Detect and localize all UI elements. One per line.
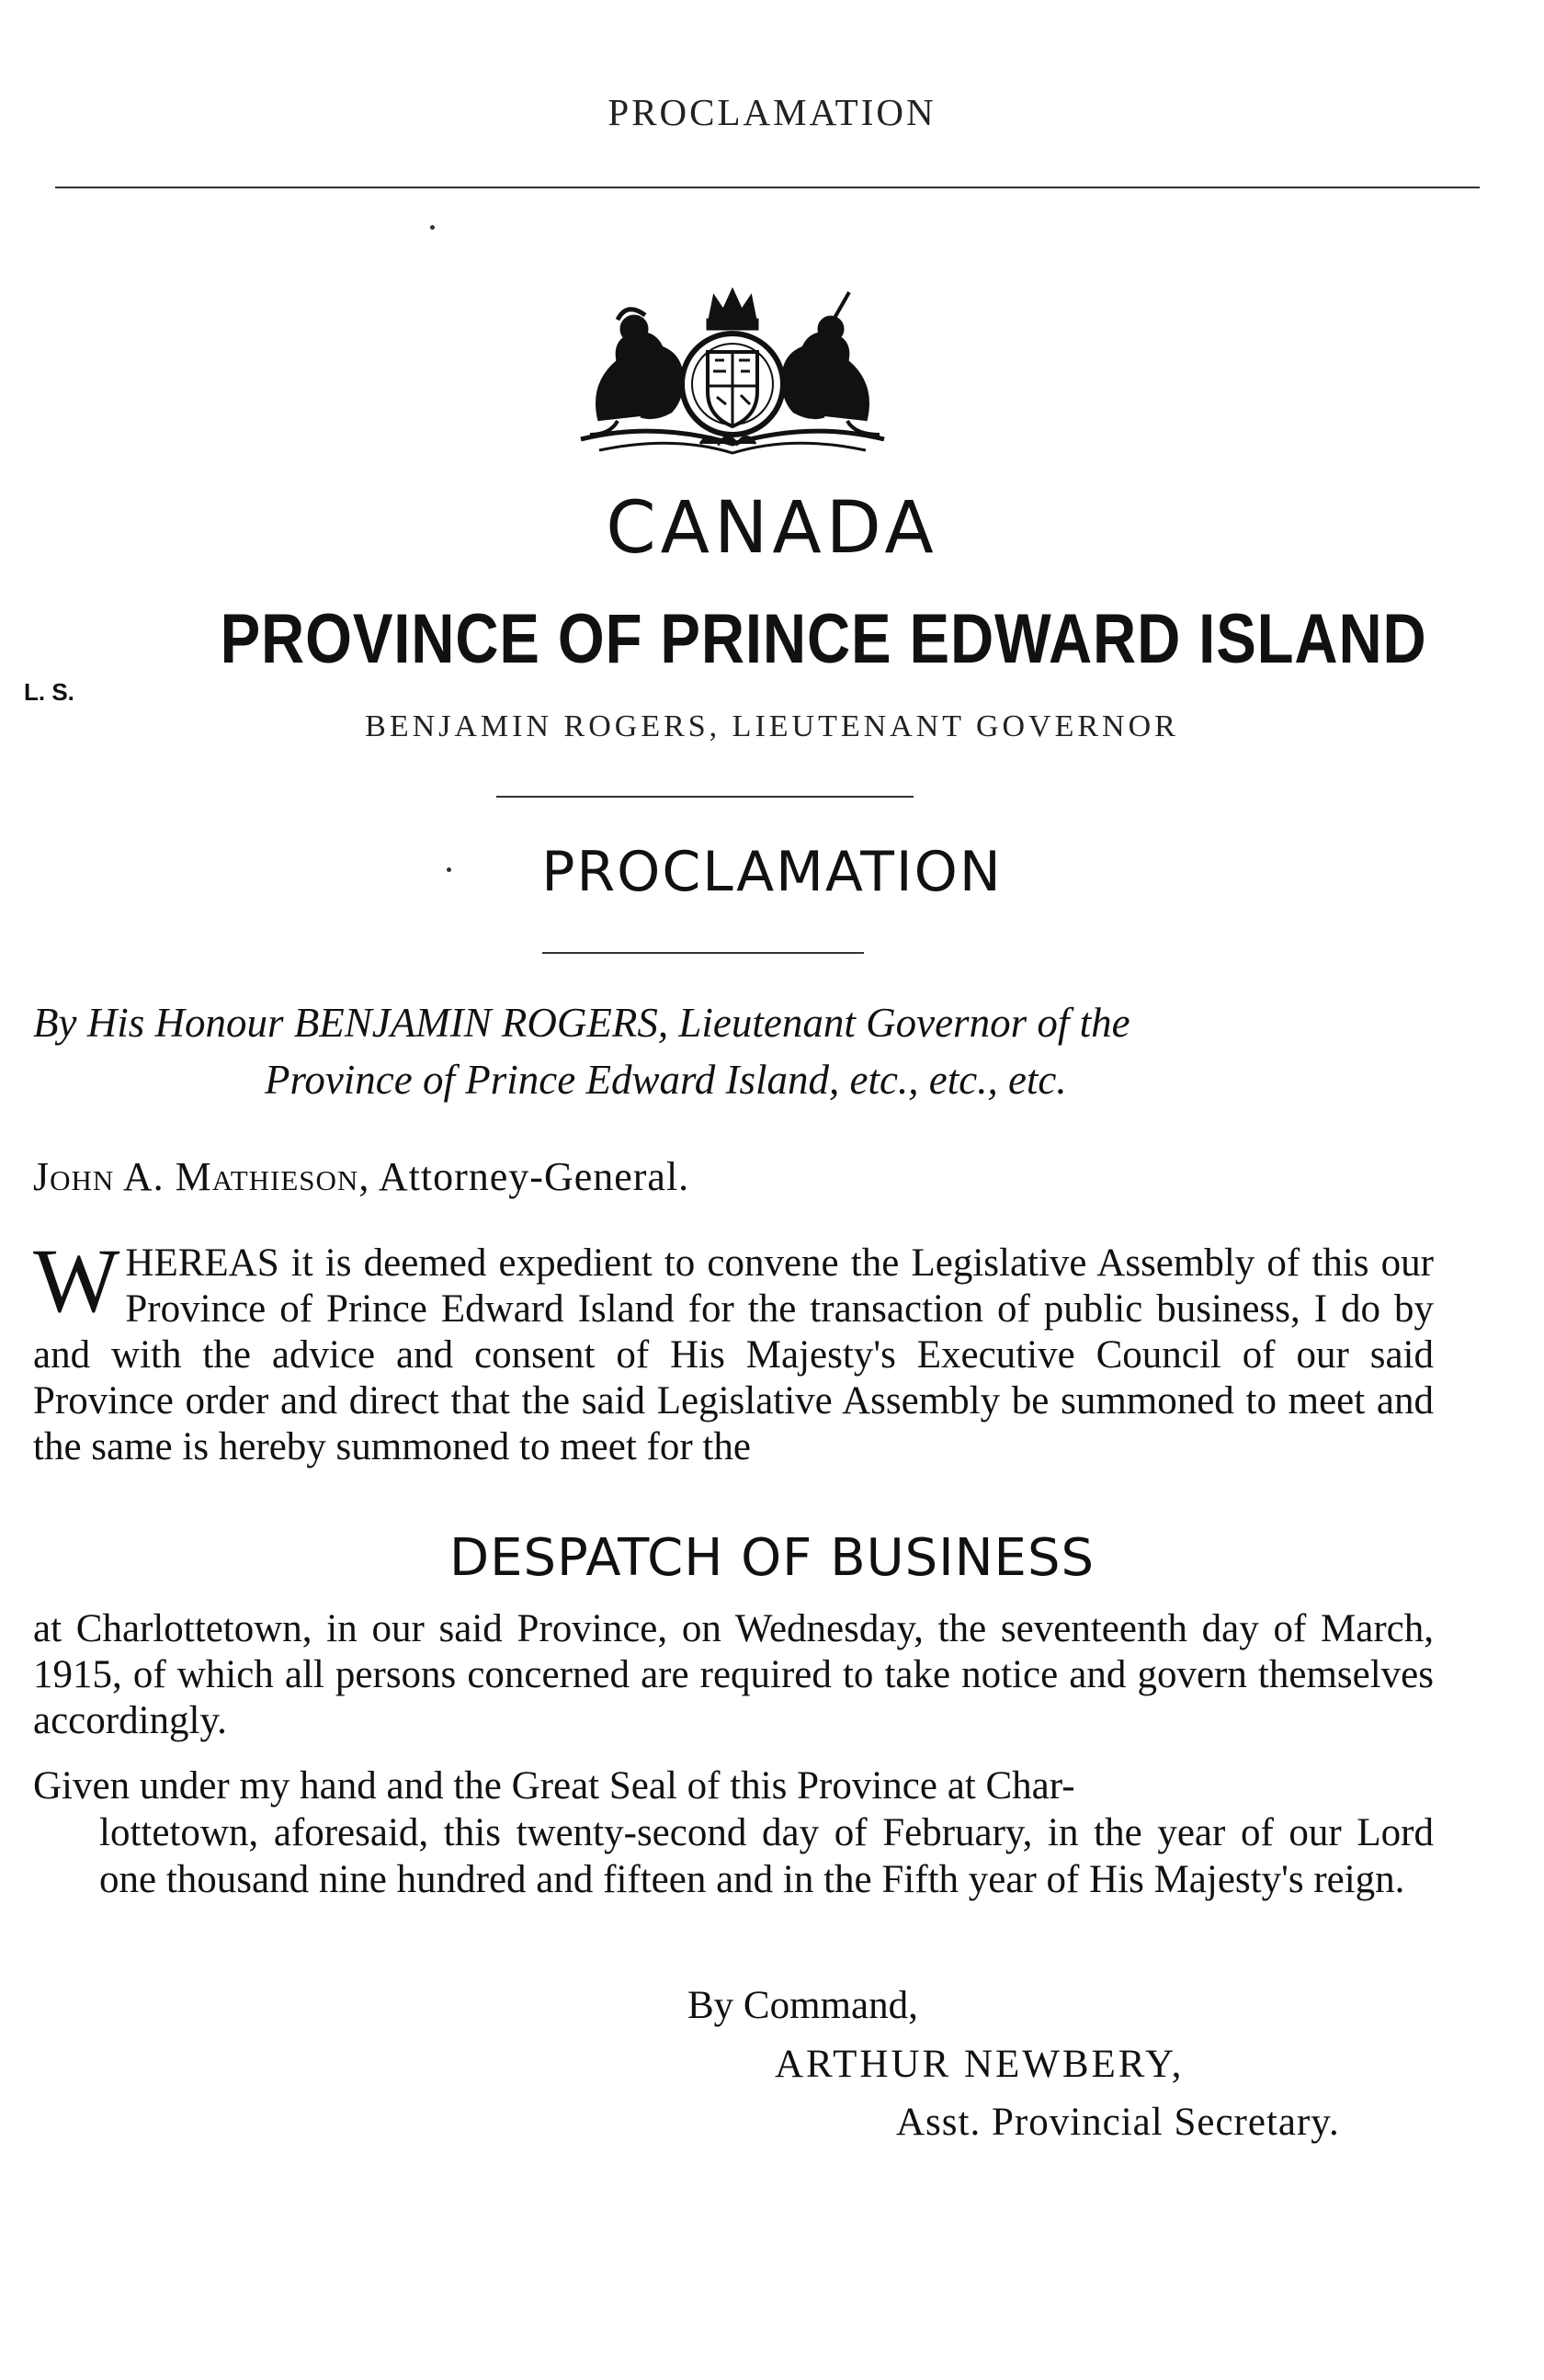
province-heading: PROVINCE OF PRINCE EDWARD ISLAND (220, 600, 1427, 678)
meeting-paragraph: at Charlottetown, in our said Province, on Wednesday, the seventeenth day of March, 1915, of which all persons concerned are required to take notice and govern themselves accordingly. (33, 1607, 1434, 1742)
country-heading: CANADA (606, 487, 938, 570)
signer-title: Asst. Provincial Secretary. (896, 2101, 1340, 2144)
running-head: PROCLAMATION (607, 91, 937, 133)
speck (430, 225, 435, 230)
signer-name: ARTHUR NEWBERY, (775, 2043, 1185, 2086)
locus-sigilli-mark: L. S. (24, 678, 74, 706)
given-paragraph (33, 1762, 1434, 1903)
despatch-heading: DESPATCH OF BUSINESS (448, 1528, 1096, 1588)
by-honour-line-2: Province of Prince Edward Island, etc., etc., etc. (265, 1057, 1067, 1103)
mid-rule-lower (542, 952, 864, 954)
whereas-paragraph (33, 1230, 1434, 1470)
by-honour-paragraph (33, 994, 1430, 1108)
attorney-role: , Attorney-General. (358, 1154, 690, 1199)
top-rule (55, 187, 1480, 188)
attorney-name: John A. Mathieson (33, 1154, 359, 1199)
whereas-text: HEREAS it is deemed expedient to convene the Legislative Assembly of this our Province of Prince Edward Island for the transaction of public business, I do by and with the advice and consent of His Majesty's Executive Council of our said Province order and direct that the said Legislative Assembly be summoned to meet and the same is hereby summoned to meet for the (33, 1241, 1434, 1468)
given-rest: lottetown, aforesaid, this twenty-second day of February, in the year of our Lord one thousand nine hundred and fifteen and in the Fifth year of His Majesty's reign. (99, 1811, 1434, 1901)
attorney-line (33, 1153, 689, 1200)
proclamation-title: PROCLAMATION (541, 840, 1003, 904)
governor-line: BENJAMIN ROGERS, LIEUTENANT GOVERNOR (365, 709, 1179, 743)
by-honour-line-1: By His Honour BENJAMIN ROGERS, Lieutenant Governor of the (33, 1000, 1130, 1046)
royal-coat-of-arms-icon (562, 283, 903, 458)
mid-rule-upper (496, 796, 914, 798)
given-first-line: Given under my hand and the Great Seal of this Province at Char- (33, 1764, 1075, 1808)
drop-cap: W (33, 1230, 120, 1332)
by-command: By Command, (687, 1984, 918, 2027)
